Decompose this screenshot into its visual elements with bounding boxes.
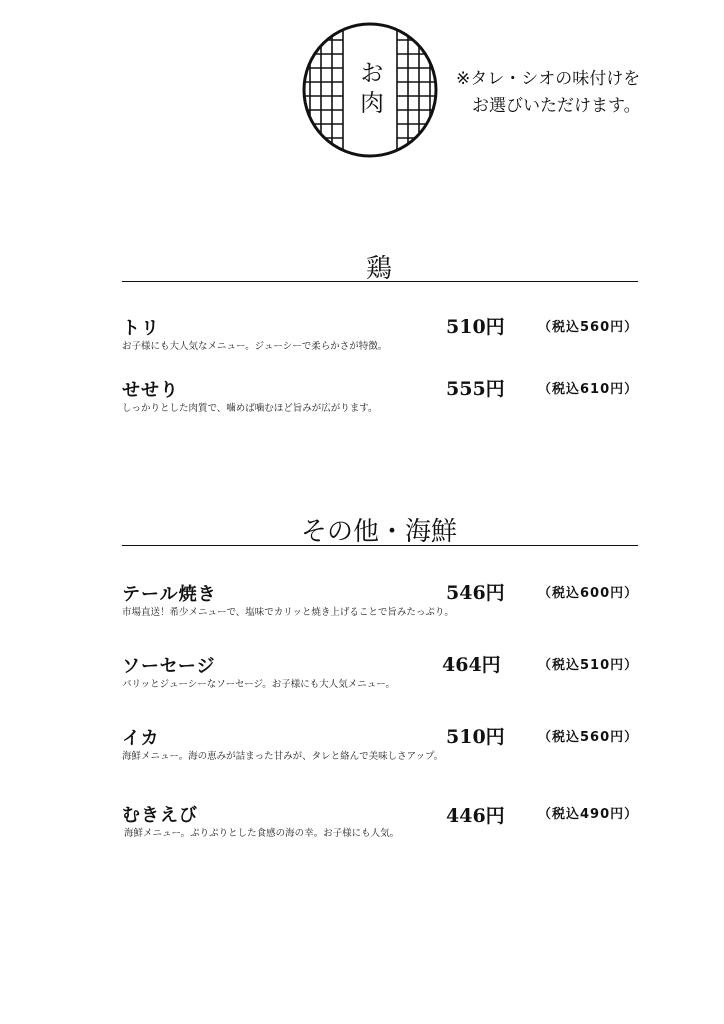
item-name: せせり: [122, 380, 179, 401]
item-tax-price: （税込600円）: [538, 586, 639, 601]
section-divider: [122, 545, 638, 546]
item-name: トリ: [122, 318, 160, 339]
menu-item: [122, 801, 642, 851]
seasoning-note: [456, 66, 641, 120]
item-price: 555円: [446, 378, 505, 400]
meat-emblem: [300, 20, 440, 160]
menu-item: [122, 580, 642, 630]
item-price: 446円: [446, 805, 505, 827]
item-description: お子様にも大人気なメニュー。ジューシーで柔らかさが特徴。: [122, 341, 388, 352]
item-name: イカ: [122, 728, 160, 749]
item-price: 510円: [446, 316, 505, 338]
item-name: テール焼き: [122, 584, 217, 605]
item-name: むきえび: [122, 805, 198, 826]
note-line-1: ※タレ・シオの味付けを: [456, 69, 641, 89]
emblem-label: お肉: [355, 60, 384, 120]
section-divider: [122, 281, 638, 282]
item-tax-price: （税込560円）: [538, 320, 639, 335]
item-tax-price: （税込610円）: [538, 382, 639, 397]
item-price: 464円: [442, 654, 501, 676]
item-tax-price: （税込560円）: [538, 730, 639, 745]
item-tax-price: （税込490円）: [538, 807, 639, 822]
menu-item: [122, 376, 642, 426]
item-description: 海鮮メニュー。海の恵みが詰まった甘みが、タレと絡んで美味しさアップ。: [122, 751, 444, 762]
item-description: 市場直送！希少メニューで、塩味でカリッと焼き上げることで旨みたっぷり。: [122, 607, 454, 618]
item-description: しっかりとした肉質で、噛めば噛むほど旨みが広がります。: [122, 403, 378, 414]
menu-item: [122, 314, 642, 364]
section-title-chicken: 鶏: [365, 254, 392, 284]
item-tax-price: （税込510円）: [538, 658, 639, 673]
item-description: パリッとジューシーなソーセージ。お子様にも大人気メニュー。: [122, 679, 395, 690]
item-price: 510円: [446, 726, 505, 748]
menu-item: [122, 724, 642, 774]
item-price: 546円: [446, 582, 505, 604]
note-line-2: お選びいただけます。: [472, 96, 641, 116]
item-description: 海鮮メニュー。ぷりぷりとした食感の海の幸。お子様にも人気。: [124, 828, 400, 839]
item-name: ソーセージ: [122, 656, 216, 677]
section-title-other-seafood: その他・海鮮: [300, 517, 457, 547]
menu-item: [122, 652, 642, 702]
